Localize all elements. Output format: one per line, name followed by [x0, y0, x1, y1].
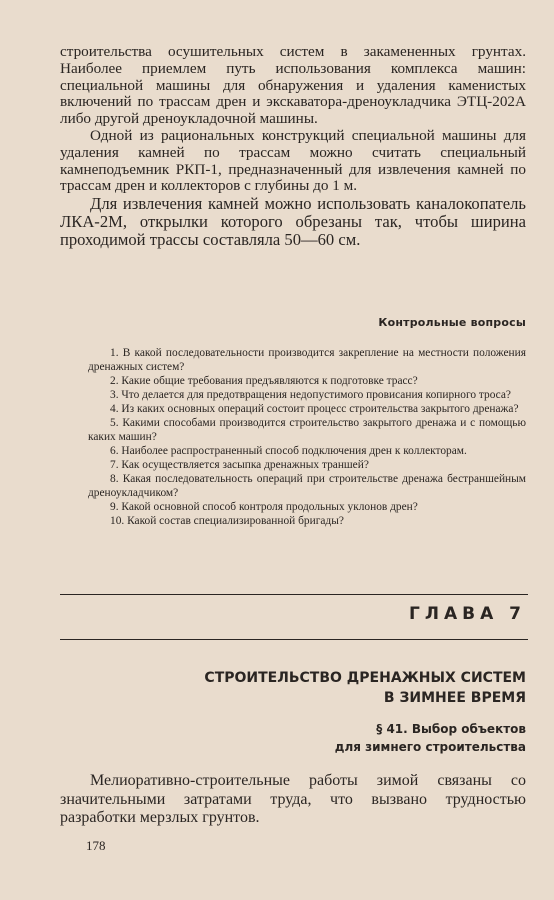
question-item: 1. В какой последовательности производится закрепление на местности положения дренажных систем? [88, 347, 526, 373]
section-title-line-1: § 41. Выбор объектов [376, 722, 526, 736]
section-title-line-2: для зимнего строительства [334, 740, 526, 754]
control-questions-heading: Контрольные вопросы [378, 316, 526, 329]
question-item: 9. Какой основной способ контроля продольных уклонов дрен? [110, 501, 418, 513]
paragraph-lka: Для извлечения камней можно использовать каналокопатель ЛКА-2М, открылки которого обрезаны так, чтобы ширина проходимой трассы составляла 50—60 см. [60, 194, 526, 250]
question-item: 6. Наиболее распространенный способ подключения дрен к коллекторам. [110, 445, 467, 457]
questions-list [88, 346, 526, 528]
question-item: 8. Какая последовательность операций при строительстве дренажа бестраншейным дреноукладчиком? [88, 473, 526, 499]
question-item: 7. Как осуществляется засыпка дренажных траншей? [110, 459, 369, 471]
section-paragraph: Мелиоративно-строительные работы зимой связаны со значительными затратами труда, что вызвано трудностью разработки мерзлых грунтов. [60, 772, 526, 826]
top-text-block [60, 44, 526, 249]
section-text-block [60, 772, 526, 828]
question-item: 4. Из каких основных операций состоит процесс строительства закрытого дренажа? [110, 403, 519, 415]
chapter-title-line-2: В ЗИМНЕЕ ВРЕМЯ [383, 690, 526, 706]
section-title [106, 720, 526, 756]
question-item: 5. Какими способами производится строительство закрытого дренажа и с помощью каких машин? [88, 417, 526, 443]
question-item: 3. Что делается для предотвращения недопустимого провисания копирного троса? [110, 389, 511, 401]
chapter-label: ГЛАВА 7 [409, 604, 526, 624]
divider-bottom [60, 639, 528, 640]
paragraph-rkp: Одной из рациональных конструкций специальной машины для удаления камней по трассам можно считать специальный камнеподъемник РКП-1, предназначенный для извлечения камней по трассам дрен и коллекторов с глубины до 1 м. [60, 126, 526, 195]
question-item: 2. Какие общие требования предъявляются к подготовке трасс? [110, 375, 418, 387]
paragraph-continuation: строительства осушительных систем в закамененных грунтах. Наиболее приемлем путь использования комплекса машин: специальной машины для обнаружения и удаления каменистых включений по трассам дрен и экскаватора-дреноукладчика ЭТЦ-202А либо другой дреноукладочной машины. [60, 43, 526, 128]
chapter-title [106, 668, 526, 708]
question-item: 10. Какой состав специализированной бригады? [110, 515, 344, 527]
divider-top [60, 594, 528, 595]
chapter-title-line-1: СТРОИТЕЛЬСТВО ДРЕНАЖНЫХ СИСТЕМ [204, 670, 526, 686]
page-number: 178 [86, 838, 106, 853]
